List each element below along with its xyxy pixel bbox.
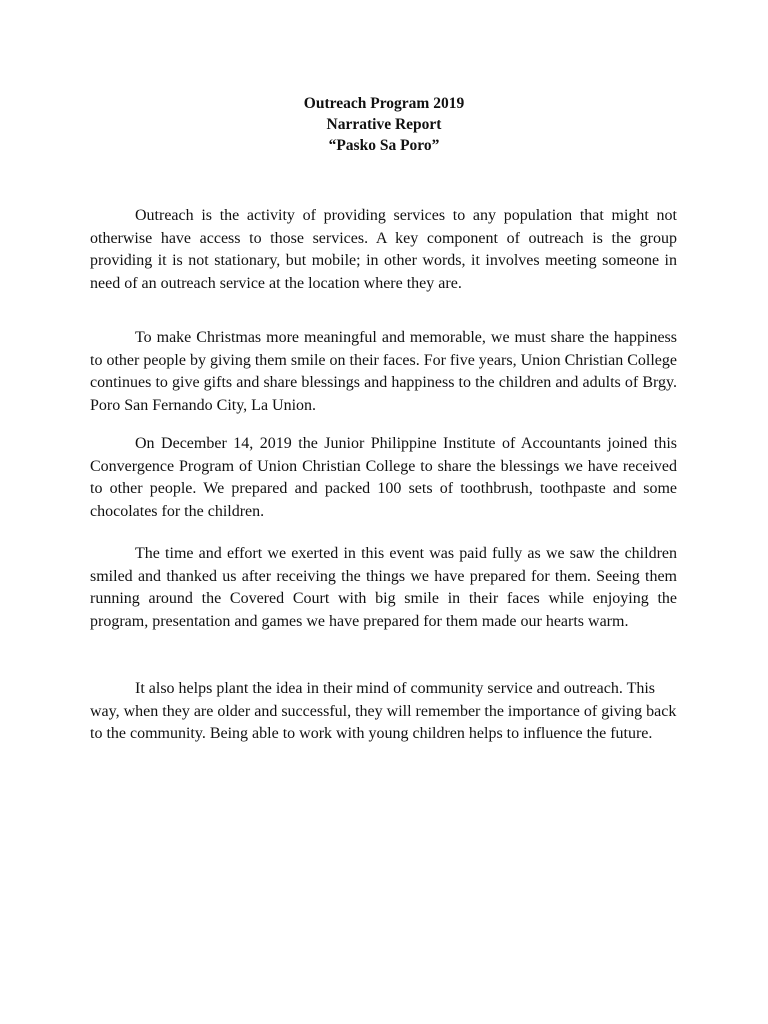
paragraph-event-reflection: The time and effort we exerted in this event was paid fully as we saw the children smiled and thanked us after receiving the things we have prepared for them. Seeing them running around the Covered Court with big smile in their faces while enjoying the program, presentation and games we have prepared for them made our hearts warm. (90, 545, 677, 630)
paragraph-outreach-definition: Outreach is the activity of providing services to any population that might not otherwise have access to those services. A key component of outreach is the group providing it is not stationary, but mobile; in other words, it involves meeting someone in need of an outreach service at the location where they are. (90, 207, 677, 292)
paragraph-event-preparation: On December 14, 2019 the Junior Philippine Institute of Accountants joined this Convergence Program of Union Christian College to share the blessings we have received to other people. We prepared and packed 100 sets of toothbrush, toothpaste and some chocolates for the children. (90, 435, 677, 520)
document-title: Outreach Program 2019 (303, 95, 465, 112)
paragraph-conclusion: It also helps plant the idea in their mind of community service and outreach. This way, when they are older and successful, they will remember the importance of giving back to the community. Being able to work with young children helps to influence the future. (90, 680, 677, 743)
paragraph-christmas-sharing: To make Christmas more meaningful and memorable, we must share the happiness to other people by giving them smile on their faces. For five years, Union Christian College continues to give gifts and share blessings and happiness to the children and adults of Brgy. Poro San Fernando City, La Union. (90, 329, 677, 414)
document-subtitle: Narrative Report (326, 116, 442, 133)
document-title-block (0, 93, 768, 156)
event-name: “Pasko Sa Poro” (328, 137, 440, 154)
